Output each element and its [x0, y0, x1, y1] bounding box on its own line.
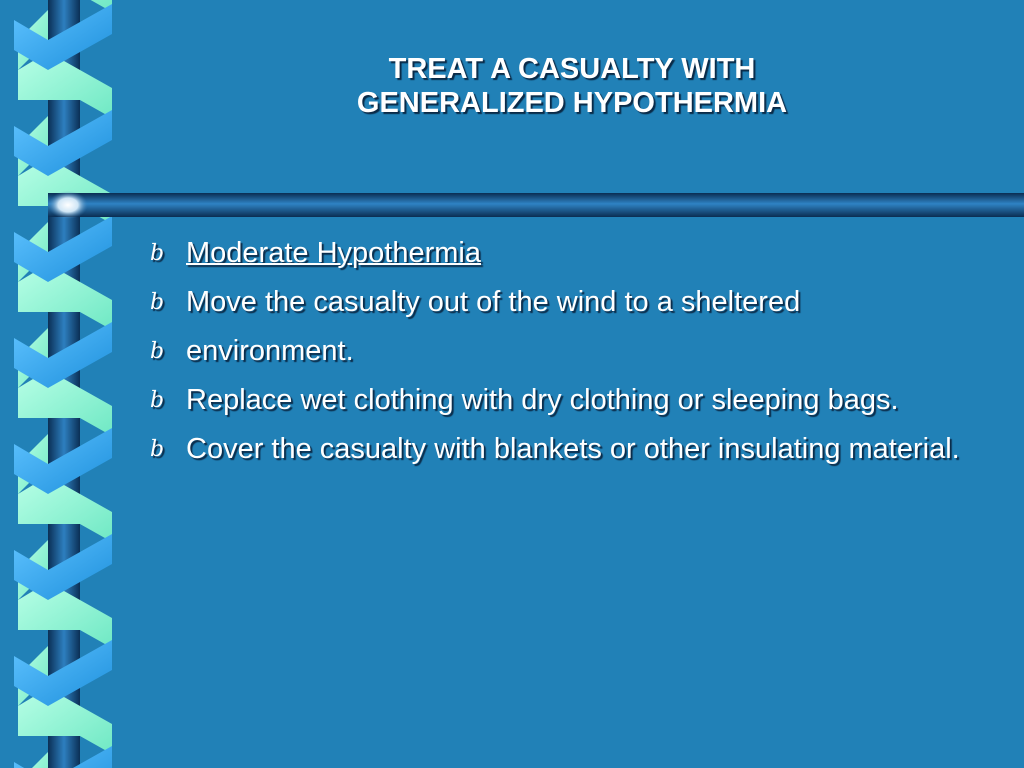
bullet-item — [150, 285, 980, 319]
bullet-text: environment. — [186, 335, 354, 367]
title-line-1: TREAT A CASUALTY WITH — [388, 53, 756, 85]
bullet-icon: b — [150, 290, 165, 315]
bullet-item — [150, 432, 980, 466]
bullet-text: Cover the casualty with blankets or other insulating material. — [186, 433, 960, 465]
bullet-text: Move the casualty out of the wind to a sheltered — [186, 286, 801, 318]
bullet-icon: b — [150, 437, 165, 462]
title-divider-bar — [48, 190, 1024, 220]
bullet-item — [150, 236, 980, 270]
bullet-item — [150, 334, 980, 368]
bullet-text: Replace wet clothing with dry clothing or sleeping bags. — [186, 384, 899, 416]
title-line-2: GENERALIZED HYPOTHERMIA — [356, 87, 788, 119]
bullet-list — [150, 236, 980, 481]
bullet-text-heading: Moderate Hypothermia — [186, 237, 481, 269]
bullet-icon: b — [150, 339, 165, 364]
bullet-icon: b — [150, 388, 165, 413]
decorative-ribbon — [0, 0, 115, 768]
ribbon-band-back — [18, 752, 48, 768]
bullet-item — [150, 383, 980, 417]
slide-title — [120, 52, 1024, 120]
bullet-icon: b — [150, 241, 165, 266]
bar-knob — [48, 191, 88, 219]
